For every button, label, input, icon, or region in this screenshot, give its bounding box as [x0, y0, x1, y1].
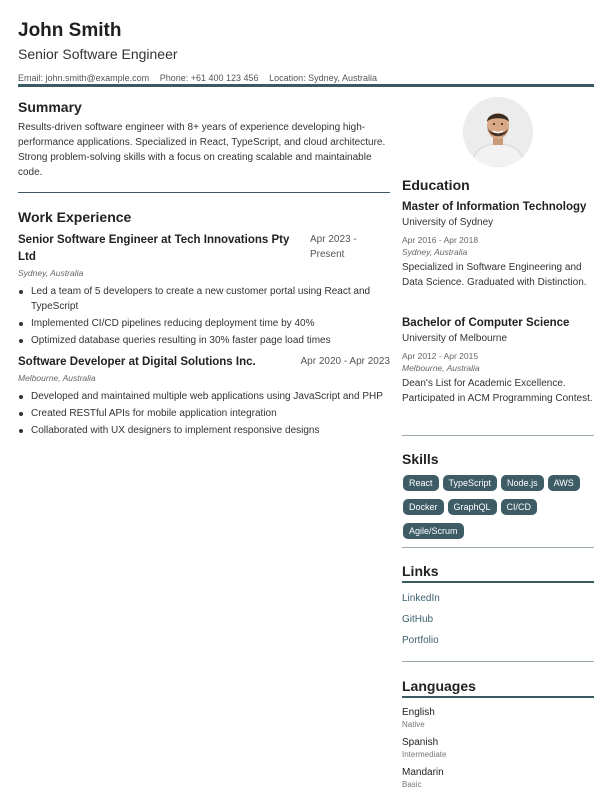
- language-level: Native: [402, 720, 425, 729]
- language-item: [402, 706, 435, 730]
- skills-list: [403, 473, 593, 545]
- education-entry: [402, 315, 594, 406]
- skill-chip: Node.js: [501, 475, 544, 491]
- skills-heading: Skills: [402, 451, 439, 467]
- main-column: [18, 98, 390, 440]
- education-divider: [402, 435, 594, 436]
- education-dates: Apr 2016 - Apr 2018: [402, 235, 479, 245]
- job-bullet: Developed and maintained multiple web applications using JavaScript and PHP: [18, 389, 390, 404]
- degree-title: Master of Information Technology: [402, 201, 587, 213]
- candidate-name: John Smith: [18, 20, 122, 41]
- job-bullet: Optimized database queries resulting in 30% faster page load times: [18, 333, 390, 348]
- link-portfolio[interactable]: Portfolio: [402, 635, 439, 646]
- resume-header: [18, 20, 594, 84]
- summary-heading: Summary: [18, 99, 82, 115]
- job-title: Senior Software Engineer at Tech Innovations Pty Ltd: [18, 234, 290, 263]
- summary-divider: [18, 192, 390, 193]
- person-avatar-icon: [463, 97, 533, 167]
- job-location: Melbourne, Australia: [18, 373, 96, 383]
- header-divider: [18, 84, 594, 87]
- skill-chip: React: [403, 475, 439, 491]
- skill-chip: GraphQL: [448, 499, 497, 515]
- links-heading: Links: [402, 563, 439, 579]
- links-underline: [402, 581, 594, 583]
- candidate-title: Senior Software Engineer: [18, 46, 178, 62]
- job-bullets: [18, 284, 390, 348]
- contact-phone: Phone: +61 400 123 456: [159, 73, 259, 83]
- job-dates: Apr 2023 - Present: [310, 234, 357, 260]
- education-location: Sydney, Australia: [402, 247, 468, 257]
- skill-chip: Docker: [403, 499, 444, 515]
- language-name: Spanish: [402, 737, 439, 748]
- summary-text: Results-driven software engineer with 8+ years of experience developing high-performance applications. Specialized in React, TypeScript, and cloud architecture. Strong problem-solving skills with a focus on creating scalable and maintainable code.: [18, 122, 386, 178]
- job-bullet: Implemented CI/CD pipelines reducing deployment time by 40%: [18, 316, 390, 331]
- contact-email: Email: john.smith@example.com: [18, 73, 150, 83]
- school-name: University of Melbourne: [402, 333, 508, 344]
- links-divider: [402, 661, 594, 662]
- contact-line: [18, 72, 594, 84]
- skill-chip: AWS: [548, 475, 580, 491]
- education-heading: Education: [402, 177, 470, 193]
- skills-divider: [402, 547, 594, 548]
- degree-title: Bachelor of Computer Science: [402, 317, 570, 329]
- profile-photo: [463, 97, 533, 167]
- education-description: Specialized in Software Engineering and Data Science. Graduated with Distinction.: [402, 262, 587, 288]
- language-level: Basic: [402, 780, 422, 789]
- contact-location: Location: Sydney, Australia: [269, 73, 377, 83]
- link-linkedin[interactable]: LinkedIn: [402, 593, 440, 604]
- job-location: Sydney, Australia: [18, 268, 84, 278]
- job-entry: [18, 232, 390, 348]
- skill-chip: TypeScript: [443, 475, 498, 491]
- language-name: Mandarin: [402, 767, 444, 778]
- link-github[interactable]: GitHub: [402, 614, 434, 625]
- languages-underline: [402, 696, 594, 698]
- language-item: [402, 736, 446, 760]
- work-heading: Work Experience: [18, 209, 132, 225]
- language-level: Intermediate: [402, 750, 447, 759]
- job-bullets: [18, 389, 390, 438]
- job-entry: [18, 354, 390, 438]
- job-bullet: Collaborated with UX designers to implement responsive designs: [18, 423, 390, 438]
- education-location: Melbourne, Australia: [402, 363, 480, 373]
- language-item: [402, 766, 444, 790]
- education-entry: [402, 199, 594, 290]
- languages-heading: Languages: [402, 678, 476, 694]
- school-name: University of Sydney: [402, 217, 494, 228]
- skill-chip: Agile/Scrum: [403, 523, 464, 539]
- job-dates: Apr 2020 - Apr 2023: [300, 356, 390, 367]
- job-title: Software Developer at Digital Solutions Inc.: [18, 356, 256, 368]
- job-bullet: Led a team of 5 developers to create a new customer portal using React and TypeScript: [18, 284, 390, 314]
- skill-chip: CI/CD: [501, 499, 538, 515]
- education-dates: Apr 2012 - Apr 2015: [402, 351, 479, 361]
- job-bullet: Created RESTful APIs for mobile application integration: [18, 406, 390, 421]
- language-name: English: [402, 707, 435, 718]
- education-description: Dean's List for Academic Excellence. Participated in ACM Programming Contest.: [402, 378, 593, 404]
